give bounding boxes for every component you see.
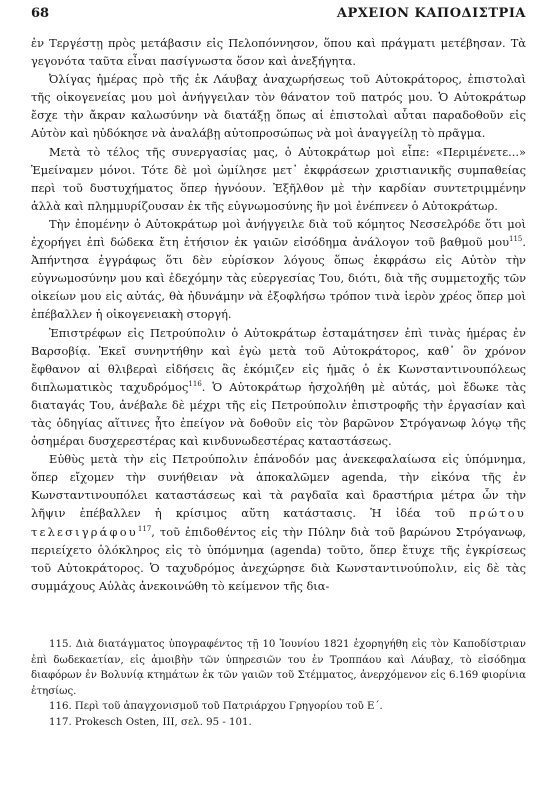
- paragraph-1: ἐν Τεργέστῃ πρὸς μετάβασιν εἰς Πελοπόννησον, ὅπου καὶ πράγματι μετέβησαν. Τὰ γεγονότα ταῦτα εἶναι πασίγνωστα ὅσον καὶ ἀνεξήγητα.: [31, 36, 526, 69]
- paragraph-4: [31, 215, 526, 324]
- paragraph-2: Ὀλίγας ἡμέρας πρὸ τῆς ἐκ Λάυβαχ ἀναχωρήσεως τοῦ Αὐτοκράτορος, ἐπιστολαὶ τῆς οἰκογενείας μου μοὶ ἀνήγγειλαν τὸν θάνατον τοῦ πατρός μου. Ὁ Αὐτοκράτωρ ἔσχε τὴν ἄκραν καλωσύνην νὰ διατάξῃ ὅπως αἱ ἐπιστολαὶ αὗται παραδοθοῦν εἰς Αὐτὸν καὶ ηὐδόκησε νὰ ἀναλάβῃ αὐτοπροσώπως νὰ μοὶ ἀναγγείλῃ τὸ πρᾶγμα.: [31, 72, 526, 141]
- paragraph-6-text-b: , τοῦ ἐπιδοθέντος εἰς τὴν Πύλην διὰ τοῦ βαρώνου Στρόγανωφ, περιείχετο ὁλόκληρος εἰς τὸ ὑπόμνημα (agenda) τοῦτο, ὅπερ ἔτυχε τῆς ἐγκρίσεως τοῦ Αὐτοκράτορος. Ὁ ταχυδρόμος ἀνεχώρησε διὰ Κωνσταντινούπολιν, εἰς δὲ τὰς συμμάχους Αὐλὰς ἀνεκοινώθη τὸ κείμενον τῆς δια-: [31, 524, 526, 593]
- running-title: ΑΡΧΕΙΟΝ ΚΑΠΟΔΙΣΤΡΙΑ: [336, 6, 526, 21]
- body-text: [31, 34, 526, 595]
- paragraph-6: [31, 450, 526, 595]
- footnotes: [31, 637, 526, 731]
- spaced-phrase: πρώτου τελεσιγράφου: [31, 506, 526, 539]
- paragraph-4-text-b: . Ἀπήντησα ἐγγράφως ὅτι δὲν εὑρίσκον λόγους ὅπως ἐκφράσω εἰς Αὐτὸν τὴν εὐγνωμοσύνην μου καὶ ἐδεχόμην τὰς εὐεργεσίας Του, διότι, διὰ τῆς συμμετοχῆς τῶν οἰκείων μου εἰς αὐτάς, θὰ ἠδυνάμην νὰ ἐξοφλήσω τρόπον τινὰ ἱερὸν χρέος ὅπερ μοὶ ἐπέβαλλεν ἡ οἰκογενειακὴ στοργή.: [31, 235, 526, 322]
- footnote-117: 117. Prokesch Osten, III, σελ. 95 - 101.: [49, 716, 252, 728]
- paragraph-3: Μετὰ τὸ τέλος τῆς συνεργασίας μας, ὁ Αὐτοκράτωρ μοὶ εἶπε: «Περιμένετε...» Ἐμείναμεν μόνοι. Τότε δὲ μοὶ ὡμίλησε μετ᾽ ἐκφράσεων χριστιανικῆς συμπαθείας περὶ τοῦ δυστυχήματος ὅπερ ἠγνόουν. Ἐξῆλθον μὲ τὴν καρδίαν συντετριμμένην ἀλλὰ καὶ πλημμυρίζουσαν ἐκ τῆς εὐγνωμοσύνης ἣν μοὶ ἐνέπνεεν ὁ Αὐτοκράτωρ.: [31, 144, 526, 213]
- paragraph-6-text-a: Εὐθὺς μετὰ τὴν εἰς Πετρούπολιν ἐπάνοδόν μας ἀνεκεφαλαίωσα εἰς ὑπόμνημα, ὅπερ εἴχομεν τὴν συνήθειαν νὰ ἀποκαλῶμεν agenda, τὴν εἰκόνα τῆς ἐν Κωνσταντινουπόλει καταστάσεως καὶ τὰ ραγδαῖα καὶ δραστήρια μέτρα ὧν τὴν λῆψιν ἐπέβαλλεν ἡ κρίσιμος αὕτη κατάστασις. Ἡ ἰδέα τοῦ: [31, 452, 526, 521]
- paragraph-5-text-b: . Ὁ Αὐτοκράτωρ ἠσχολήθη μὲ αὐτάς, μοὶ ἔδωκε τὰς διαταγάς Του, ἀνέβαλε δὲ μέχρι τῆς εἰς Πετρούπολιν ἐπιστροφῆς τὴν ἐργασίαν καὶ τὰς ὁδηγίας αἵτινες ἦτο ἐπείγον νὰ δοθοῦν εἰς τὸν βαρῶνον Στρόγανωφ λόγῳ τῆς ὁσημέραι δυσχερεστέρας καὶ κινδυνωδεστέρας καταστάσεως.: [31, 379, 526, 449]
- page-number: 68: [31, 6, 50, 21]
- paragraph-4-text-a: Τὴν ἐπομένην ὁ Αὐτοκράτωρ μοὶ ἀνήγγειλε διὰ τοῦ κόμητος Νεσσελρόδε ὅτι μοὶ ἐχορήγει ἐπὶ δώδεκα ἔτη ἐτήσιον ἐκ γαιῶν εἰσόδημα ἀνάλογον τοῦ βαθμοῦ μου: [31, 216, 526, 250]
- running-head: [31, 6, 526, 28]
- footnote-116: 116. Περὶ τοῦ ἀπαγχονισμοῦ τοῦ Πατριάρχου Γρηγορίου τοῦ Ε΄.: [49, 701, 383, 713]
- paragraph-5: [31, 324, 526, 451]
- footnote-115: 115. Διὰ διατάγματος ὑπογραφέντος τῇ 10 Ἰουνίου 1821 ἐχορηγήθη εἰς τὸν Καποδίστριαν ἐπὶ δωδεκαετίαν, εἰς ἀμοιβὴν τῶν ὑπηρεσιῶν του ἐν Τροππάου καὶ Λάυβαχ, τὸ εἰσόδημα διαφόρων ἐν Βολυνίᾳ κτημάτων ἐκ τῶν γαιῶν τοῦ Στέμματος, ἀνερχόμενον εἰς 6.169 φιορίνια ἐτησίως.: [31, 638, 526, 697]
- footnote-ref-117: 117: [137, 524, 152, 533]
- footnote-ref-116: 116: [188, 379, 202, 388]
- document-page: [31, 6, 526, 730]
- paragraph-5-text-a: Ἐπιστρέφων εἰς Πετρούπολιν ὁ Αὐτοκράτωρ ἐσταμάτησεν ἐπὶ τινὰς ἡμέρας ἐν Βαρσοβίᾳ. Ἐκεῖ συνηντήθην καὶ ἐγὼ μετὰ τοῦ Αὐτοκράτορος, καθ᾽ ὃν χρόνον ἔφθανον αἱ θλιβεραὶ εἰδήσεις ἃς ἐκόμιζεν εἰς ἡμᾶς ὁ ἐκ Κωνσταντινουπόλεως διπλωματικὸς ταχυδρόμος: [31, 325, 526, 394]
- footnote-ref-115: 115: [509, 235, 523, 244]
